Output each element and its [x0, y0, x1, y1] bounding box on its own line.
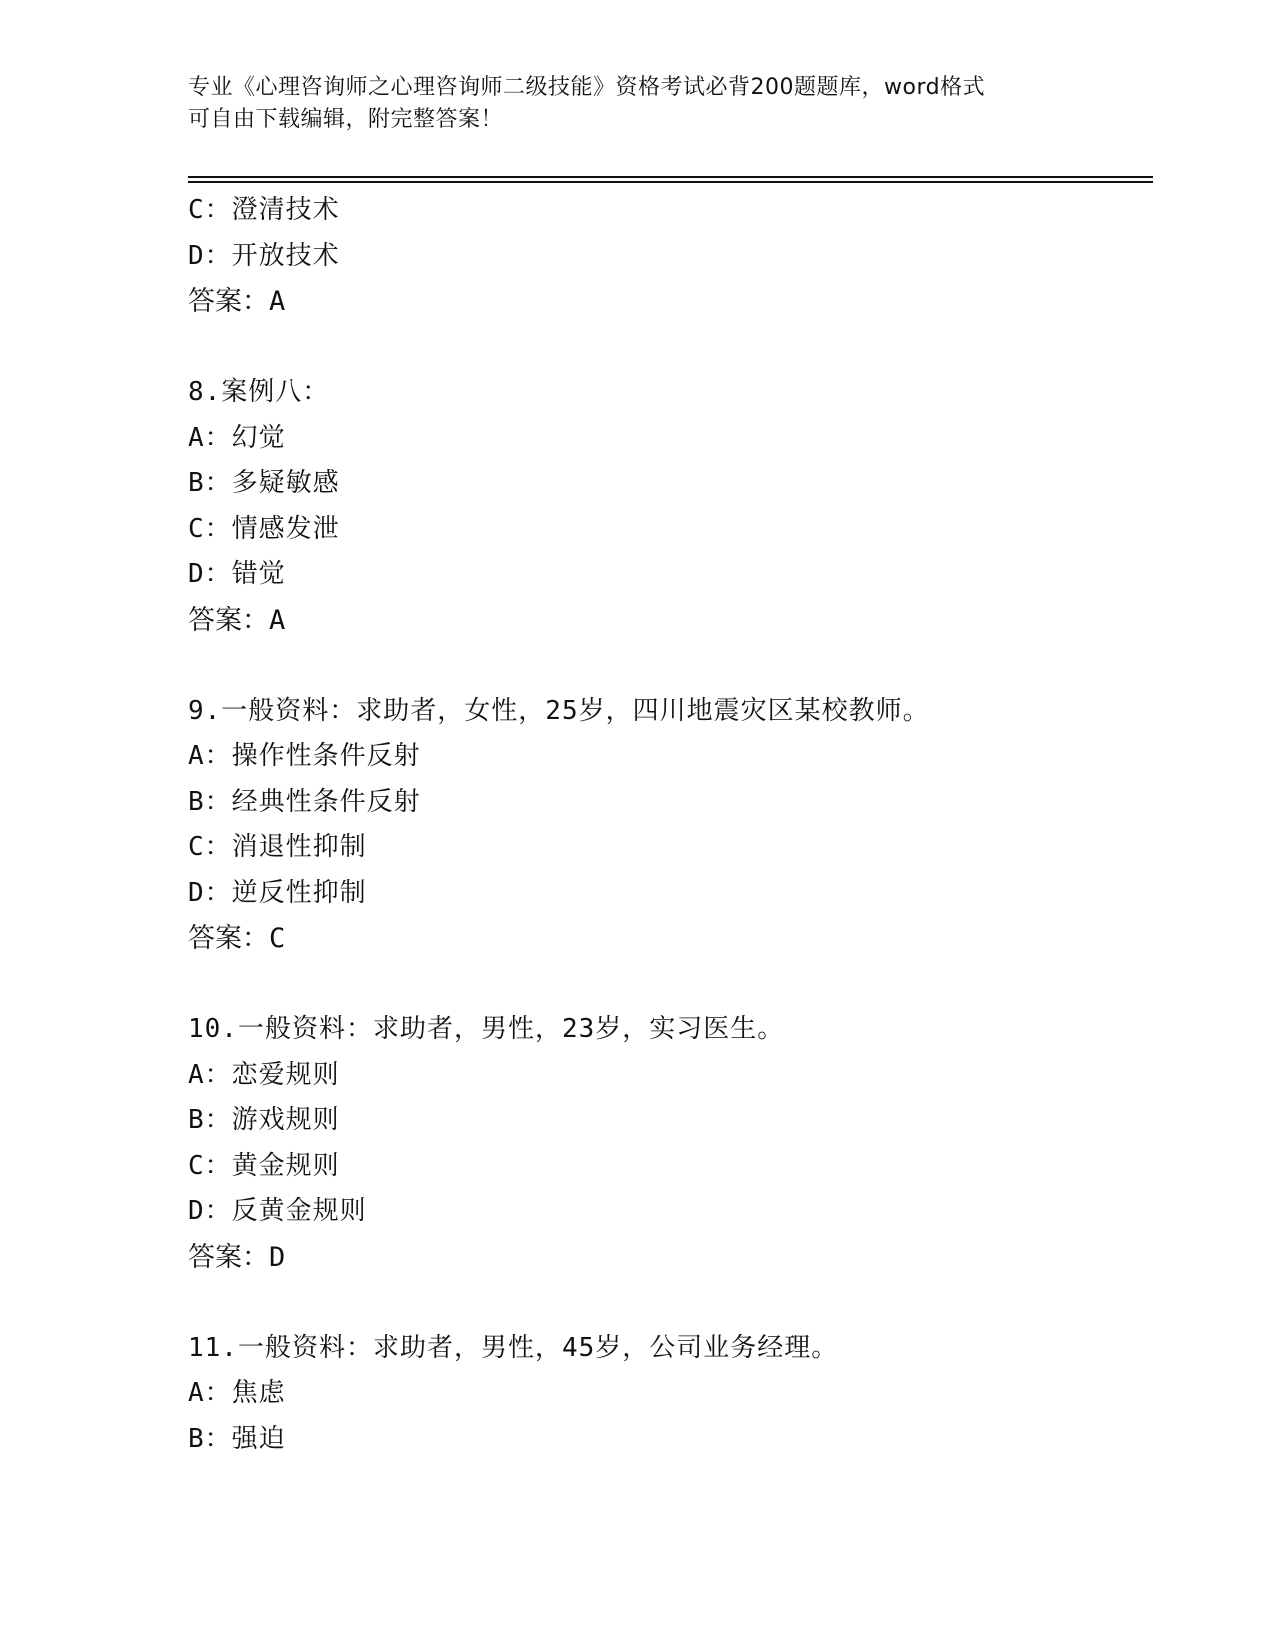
option-c: C：情感发泄 — [188, 513, 340, 544]
answer-label: 答案： — [188, 1241, 269, 1273]
option-b: B：经典性条件反射 — [188, 786, 421, 817]
question-stem: 9.一般资料：求助者，女性，25岁，四川地震灾区某校教师。 — [188, 695, 930, 726]
answer-line — [188, 916, 1148, 962]
question-fragment — [188, 188, 1148, 325]
answer-value: C — [269, 923, 286, 954]
option-a: A：恋爱规则 — [188, 1059, 340, 1090]
question-item — [188, 370, 1148, 643]
option-d: D：错觉 — [188, 559, 286, 589]
option-d: D：逆反性抑制 — [188, 877, 367, 908]
question-item — [188, 1007, 1148, 1280]
option-a: A：操作性条件反射 — [188, 741, 421, 771]
option-b: B：强迫 — [188, 1423, 286, 1454]
option-b: B：多疑敏感 — [188, 468, 340, 498]
option-c: C：消退性抑制 — [188, 832, 367, 862]
header-line-2: 可自由下载编辑，附完整答案！ — [188, 107, 504, 132]
question-stem: 10.一般资料：求助者，男性，23岁，实习医生。 — [188, 1014, 785, 1044]
header-line-1: 专业《心理咨询师之心理咨询师二级技能》资格考试必背200题题库，word格式 — [188, 75, 986, 100]
option-b: B：游戏规则 — [188, 1105, 340, 1135]
option-c: C：黄金规则 — [188, 1150, 340, 1181]
option-a: A：焦虑 — [188, 1378, 286, 1408]
question-stem: 11.一般资料：求助者，男性，45岁，公司业务经理。 — [188, 1332, 839, 1363]
answer-label: 答案： — [188, 923, 269, 954]
answer-line — [188, 1235, 1148, 1281]
answer-value: A — [269, 604, 286, 636]
answer-line — [188, 598, 1148, 644]
option-c: C：澄清技术 — [188, 195, 340, 225]
option-a: A：幻觉 — [188, 422, 286, 453]
question-item — [188, 1326, 1148, 1463]
option-d: D：反黄金规则 — [188, 1196, 367, 1226]
question-item — [188, 689, 1148, 962]
question-list — [188, 188, 1148, 1462]
header-divider-top — [188, 176, 1153, 178]
question-stem: 8.案例八： — [188, 377, 330, 407]
option-d: D：开放技术 — [188, 240, 340, 271]
page-header — [188, 72, 1088, 136]
answer-value: A — [269, 286, 286, 317]
answer-label: 答案： — [188, 604, 269, 636]
answer-label: 答案： — [188, 286, 269, 317]
answer-value: D — [269, 1241, 286, 1273]
header-divider-bottom — [188, 181, 1153, 183]
answer-line — [188, 279, 1148, 325]
